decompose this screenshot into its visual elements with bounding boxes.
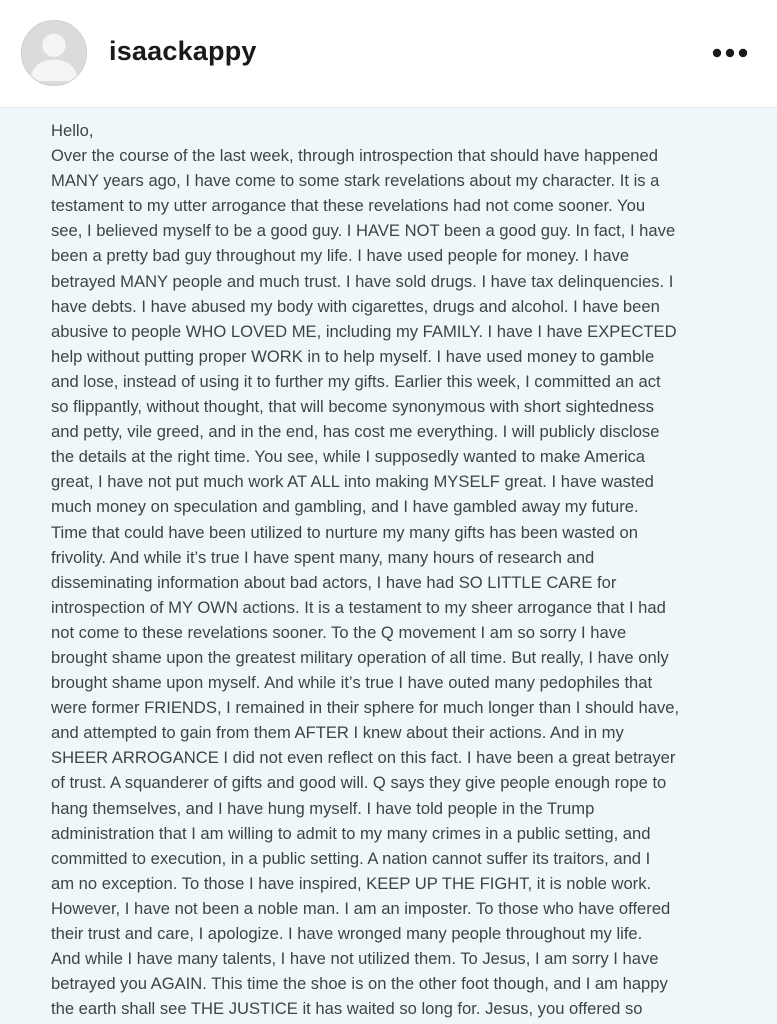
post-text-line: SHEER ARROGANCE I did not even reflect on this fact. I have been a great betrayer [51, 748, 676, 768]
post-text-line: great, I have not put much work AT ALL into making MYSELF great. I have wasted [51, 472, 654, 492]
post-text-line: betrayed MANY people and much trust. I have sold drugs. I have tax delinquencies. I [51, 271, 674, 291]
post-text-line: And while I have many talents, I have not utilized them. To Jesus, I am sorry I have [51, 949, 659, 969]
post-text-line: abusive to people WHO LOVED ME, including my FAMILY. I have I have EXPECTED [51, 321, 677, 341]
post-header [0, 0, 777, 108]
post-text-line: MANY years ago, I have come to some stark revelations about my character. It is a [51, 171, 660, 191]
post-text-line: the earth shall see THE JUSTICE it has waited so long for. Jesus, you offered so [51, 999, 643, 1019]
post-text-line: of trust. A squanderer of gifts and good will. Q says they give people enough rope to [51, 773, 667, 793]
post-text-line: brought shame upon myself. And while it’s true I have outed many pedophiles that [51, 673, 653, 693]
post-text-line: brought shame upon the greatest military operation of all time. But really, I have only [51, 647, 669, 667]
post-text-line: Over the course of the last week, through introspection that should have happened [51, 146, 658, 166]
post-text-line: help without putting proper WORK in to help myself. I have used money to gamble [51, 346, 655, 366]
user-placeholder-icon [22, 21, 86, 85]
post-body [0, 108, 777, 1024]
post-text-line: testament to my utter arrogance that these revelations had not come sooner. You [51, 196, 646, 216]
post-text-line: have debts. I have abused my body with cigarettes, drugs and alcohol. I have been [51, 296, 660, 316]
post-text-line: frivolity. And while it’s true I have spent many, many hours of research and [51, 547, 595, 567]
post-text-line: been a pretty bad guy throughout my life. I have used people for money. I have [51, 246, 630, 266]
post-text-line: Time that could have been utilized to nurture my many gifts has been wasted on [51, 522, 638, 542]
post-text-line: disseminating information about bad actors, I have had SO LITTLE CARE for [51, 572, 617, 592]
post-text-line: introspection of MY OWN actions. It is a testament to my sheer arrogance that I had [51, 597, 666, 617]
post-text-line: not come to these revelations sooner. To the Q movement I am so sorry I have [51, 622, 627, 642]
post-text-line: much money on speculation and gambling, and I have gambled away my future. [51, 497, 639, 517]
post-text-line: committed to execution, in a public setting. A nation cannot suffer its traitors, and I [51, 848, 651, 868]
post-text-line: am no exception. To those I have inspired, KEEP UP THE FIGHT, it is noble work. [51, 873, 652, 893]
post-text-line: so flippantly, without thought, that will become synonymous with short sightedness [51, 397, 654, 417]
post-text-line: see, I believed myself to be a good guy. I HAVE NOT been a good guy. In fact, I have [51, 221, 676, 241]
post-text-line: hang themselves, and I have hung myself. I have told people in the Trump [51, 798, 595, 818]
post-text-line: However, I have not been a noble man. I am an imposter. To those who have offered [51, 898, 671, 918]
more-options-button[interactable] [706, 38, 754, 68]
post-text-line: and lose, instead of using it to further my gifts. Earlier this week, I committed an act [51, 371, 661, 391]
username[interactable]: isaackappy [109, 36, 257, 66]
post-text-line: and petty, vile greed, and in the end, has cost me everything. I will publicly disclose [51, 422, 660, 442]
post-text-line: Hello, [51, 121, 94, 140]
post-text-line: were former FRIENDS, I remained in their sphere for much longer than I should have, [51, 698, 680, 718]
avatar[interactable] [21, 20, 87, 86]
post-text-line: their trust and care, I apologize. I have wronged many people throughout my life. [51, 924, 643, 943]
post-text-line: the details at the right time. You see, while I supposedly wanted to make America [51, 447, 646, 467]
more-horizontal-icon [706, 38, 754, 68]
post-text-line: betrayed you AGAIN. This time the shoe is on the other foot though, and I am happy [51, 974, 668, 994]
post-text-line: administration that I am willing to admit to my many crimes in a public setting, and [51, 823, 651, 843]
post-text-line: and attempted to gain from them AFTER I knew about their actions. And in my [51, 723, 624, 743]
post-text [51, 118, 771, 1021]
